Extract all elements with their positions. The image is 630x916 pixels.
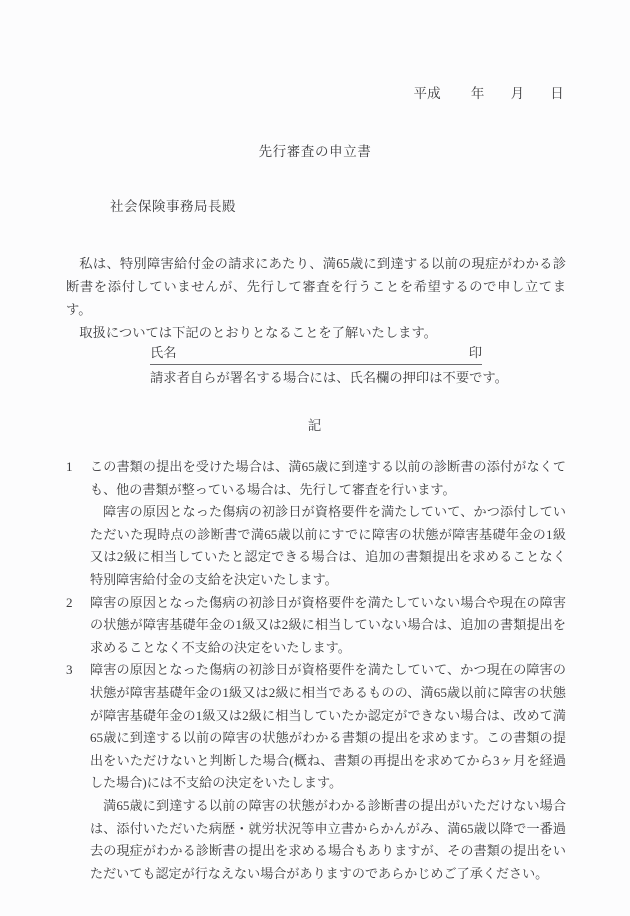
era-label: 平成 bbox=[413, 86, 441, 101]
provision-body bbox=[90, 456, 566, 592]
provision-number: 3 bbox=[66, 662, 73, 678]
ki-mark: 記 bbox=[307, 418, 323, 433]
provision-paragraph: 障害の原因となった傷病の初診日が資格要件を満たしていて、かつ現在の障害の状態が障害基礎年金の1級又は2級に相当であるものの、満65歳以前に障害の状態が障害基礎年金の1級又は2級に相当していたか認定ができない場合は、改めて満65歳に到達する以前の障害の状態がわかる書類の提出を求めます。この書類の提出をいただけないと判断した場合(概ね、書類の再提出を求めてから3ヶ月を経過した場合)には不支給の決定をいたします。 bbox=[90, 662, 566, 791]
statement-paragraph-1: 私は、特別障害給付金の請求にあたり、満65歳に到達する以前の現症がわかる診断書を添付していませんが、先行して審査を行うことを希望するので申し立てます。 bbox=[66, 256, 566, 317]
provision-body bbox=[90, 659, 566, 885]
provision-item bbox=[66, 592, 566, 660]
signature-name-row[interactable] bbox=[150, 344, 482, 365]
signature-note: 請求者自らが署名する場合には、氏名欄の押印は不要です。 bbox=[150, 370, 508, 385]
statement-paragraph-2: 取扱については下記のとおりとなることを了解いたします。 bbox=[79, 325, 437, 340]
provisions-list bbox=[66, 456, 566, 885]
signature-name-label: 氏名 bbox=[150, 345, 177, 360]
provision-body bbox=[90, 592, 566, 660]
provision-item bbox=[66, 456, 566, 592]
date-line bbox=[0, 82, 630, 102]
signature-seal-label: 印 bbox=[468, 345, 482, 360]
provision-paragraph: この書類の提出を受けた場合は、満65歳に到達する以前の診断書の添付がなくても、他の書類が整っている場合は、先行して審査を行います。 bbox=[90, 459, 566, 497]
addressee-line: 社会保険事務局長殿 bbox=[110, 199, 236, 214]
year-unit-label: 年 bbox=[470, 86, 485, 101]
provision-item bbox=[66, 659, 566, 885]
month-unit-label: 月 bbox=[510, 86, 525, 101]
statement-block bbox=[66, 252, 566, 344]
document-title: 先行審査の申立書 bbox=[258, 144, 372, 159]
day-unit-label: 日 bbox=[550, 86, 564, 101]
provision-number: 1 bbox=[66, 459, 73, 474]
provision-paragraph: 障害の原因となった傷病の初診日が資格要件を満たしていて、かつ添付していただいた現時点の診断書で満65歳以前にすでに障害の状態が障害基礎年金の1級又は2級に相当していたと認定できる場合は、追加の書類提出を求めることなく特別障害給付金の支給を決定いたします。 bbox=[90, 504, 566, 587]
signature-block bbox=[150, 344, 508, 388]
provision-number: 2 bbox=[66, 594, 73, 610]
provision-paragraph: 満65歳に到達する以前の障害の状態がわかる診断書の提出がいただけない場合は、添付いただいた病歴・就労状況等申立書からかんがみ、満65歳以降で一番過去の現症がわかる診断書の提出を求める場合もありますが、その書類の提出をいただいても認定が行なえない場合がありますのであらかじめご了承ください。 bbox=[90, 797, 566, 881]
provision-paragraph: 障害の原因となった傷病の初診日が資格要件を満たしていない場合や現在の障害の状態が障害基礎年金の1級又は2級に相当していない場合は、追加の書類提出を求めることなく不支給の決定をいたします。 bbox=[90, 594, 566, 655]
